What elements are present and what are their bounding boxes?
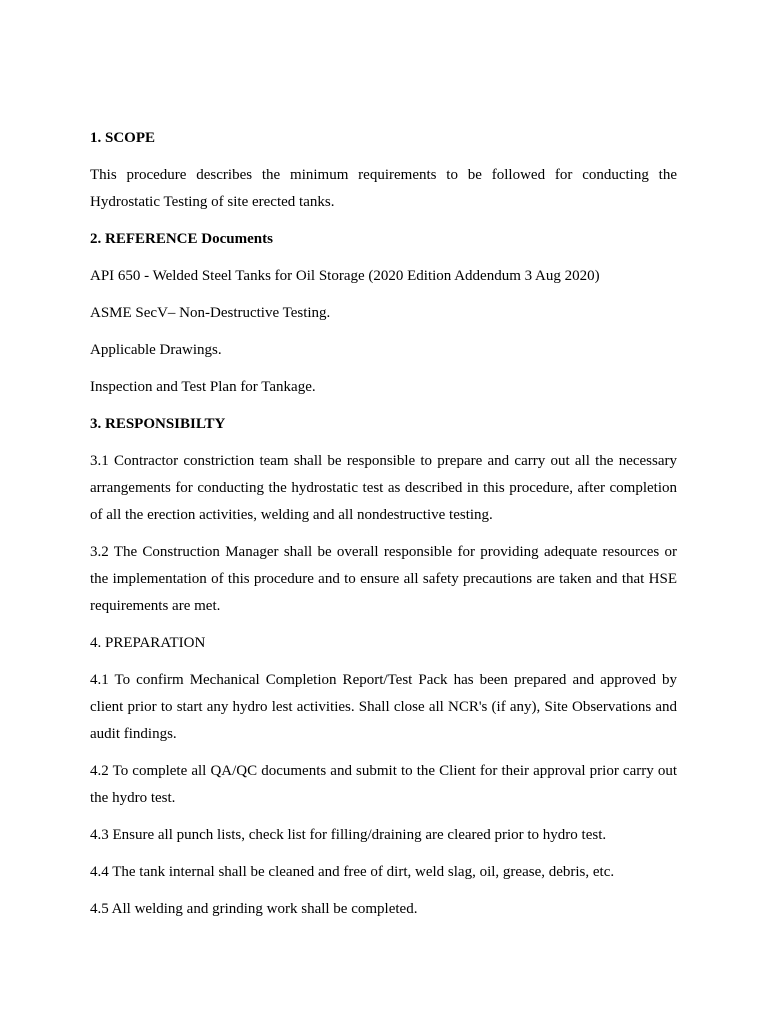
reference-item: API 650 - Welded Steel Tanks for Oil Storage (2020 Edition Addendum 3 Aug 2020) bbox=[90, 268, 600, 284]
section-heading-responsibility: 3. RESPONSIBILTY bbox=[90, 416, 226, 432]
section-heading-scope: 1. SCOPE bbox=[90, 130, 156, 146]
preparation-item: 4.5 All welding and grinding work shall be completed. bbox=[90, 901, 418, 917]
section-heading-preparation: 4. PREPARATION bbox=[90, 635, 206, 651]
preparation-item: 4.3 Ensure all punch lists, check list for filling/draining are cleared prior to hydro test. bbox=[90, 827, 607, 843]
scope-body: This procedure describes the minimum requirements to be followed for conducting the Hydrostatic Testing of site erected tanks. bbox=[90, 167, 677, 210]
responsibility-item: 3.2 The Construction Manager shall be overall responsible for providing adequate resources or the implementation of this procedure and to ensure all safety precautions are taken and that HSE requirements are met. bbox=[90, 544, 677, 614]
reference-item: ASME SecV– Non-Destructive Testing. bbox=[90, 305, 331, 321]
reference-item: Applicable Drawings. bbox=[90, 342, 222, 358]
preparation-item: 4.1 To confirm Mechanical Completion Report/Test Pack has been prepared and approved by client prior to start any hydro lest activities. Shall close all NCR's (if any), Site Observations and audit findings. bbox=[90, 672, 677, 742]
reference-item: Inspection and Test Plan for Tankage. bbox=[90, 379, 316, 395]
document-page bbox=[90, 125, 677, 933]
preparation-item: 4.2 To complete all QA/QC documents and submit to the Client for their approval prior carry out the hydro test. bbox=[90, 763, 677, 806]
preparation-item: 4.4 The tank internal shall be cleaned and free of dirt, weld slag, oil, grease, debris, etc. bbox=[90, 864, 615, 880]
section-heading-references: 2. REFERENCE Documents bbox=[90, 231, 273, 247]
responsibility-item: 3.1 Contractor constriction team shall be responsible to prepare and carry out all the necessary arrangements for conducting the hydrostatic test as described in this procedure, after completion of all the erection activities, welding and all nondestructive testing. bbox=[90, 453, 677, 523]
